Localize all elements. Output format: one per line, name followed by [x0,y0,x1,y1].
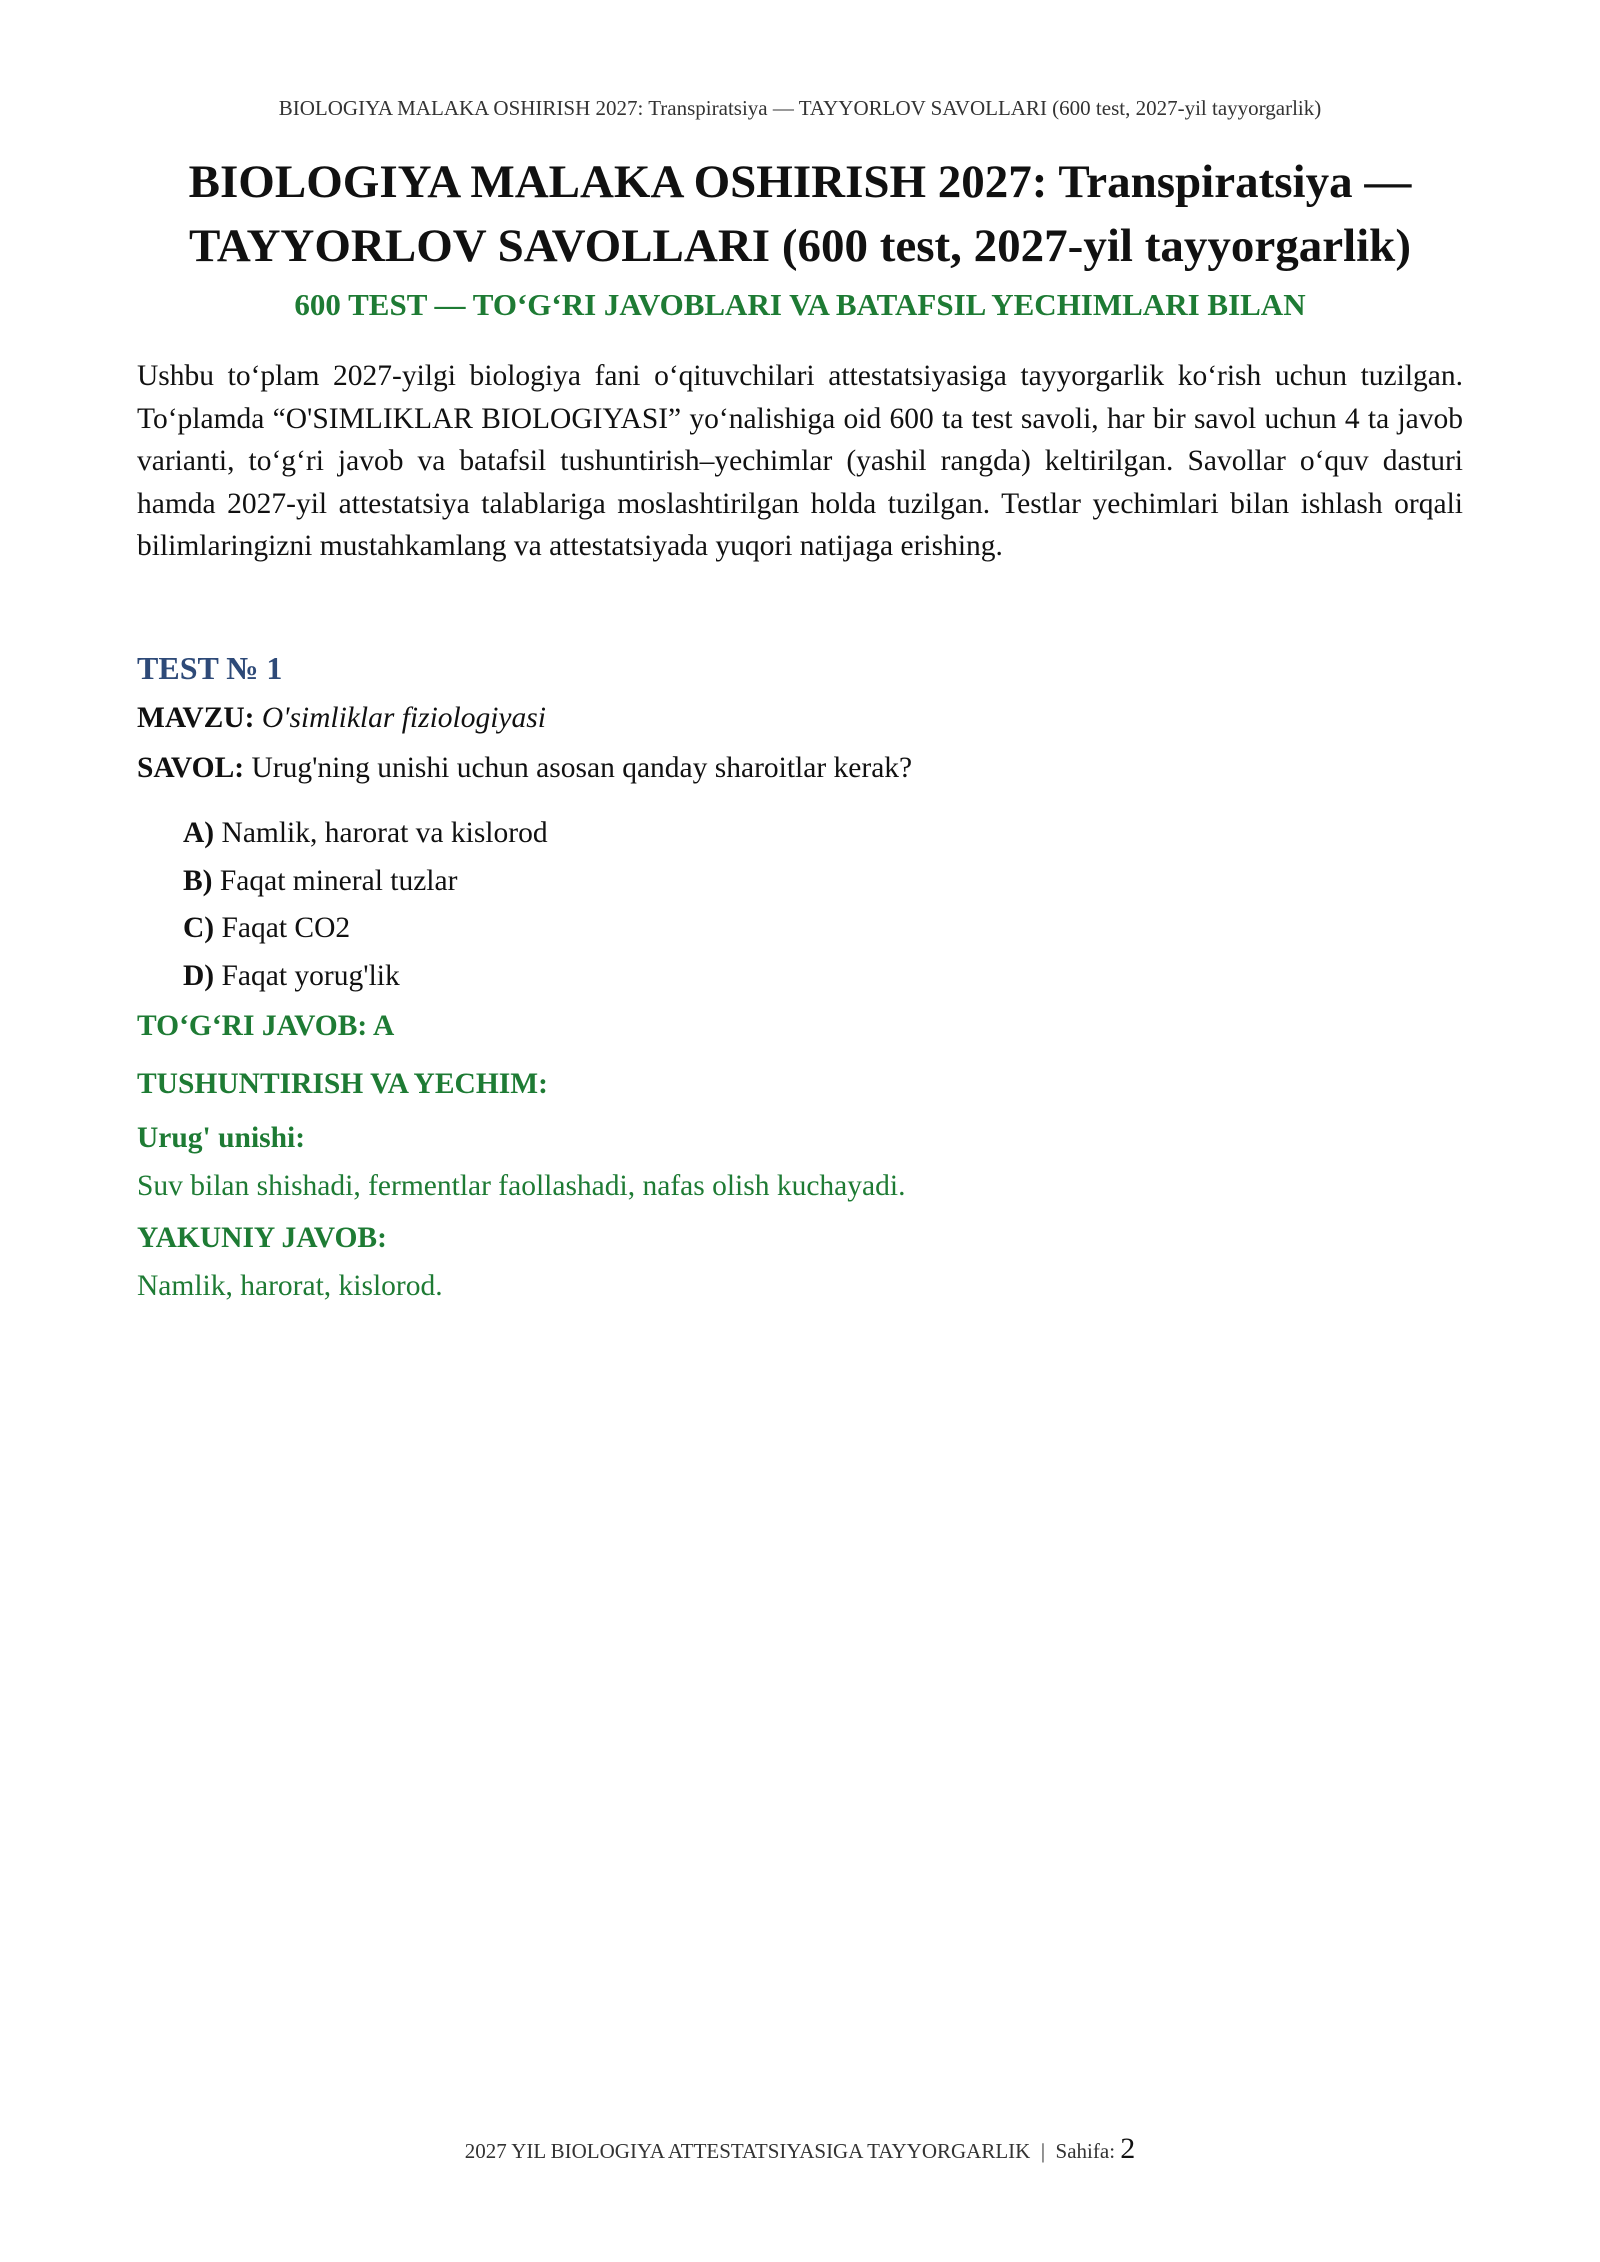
option-a [183,810,548,858]
topic-value: O'simliklar fiziologiyasi [261,702,546,734]
final-answer-heading: YAKUNIY JAVOB: [137,1222,387,1254]
explanation-subheading: Urug' unishi: [137,1122,306,1154]
answer-options [183,810,548,1000]
document-title [120,150,1480,278]
option-letter: B) [183,864,213,897]
option-text: Faqat yorug'lik [221,959,400,992]
test-heading: TEST № 1 [137,650,283,686]
correct-answer: TO‘G‘RI JAVOB: A [137,1010,395,1042]
option-text: Namlik, harorat va kislorod [221,817,548,849]
footer-separator: | [1040,2139,1046,2163]
option-letter: C) [183,912,215,944]
explanation-text: Suv bilan shishadi, fermentlar faollashadi, nafas olish kuchayadi. [137,1170,906,1202]
title-line-1: BIOLOGIYA MALAKA OSHIRISH 2027: Transpiratsiya — [188,156,1412,208]
option-c [183,905,548,953]
page-footer [0,2132,1600,2166]
topic-label: MAVZU: [137,702,255,734]
option-letter: A) [183,817,215,849]
question-line [137,752,912,785]
question-text: Urug'ning unishi uchun asosan qanday sharoitlar kerak? [251,752,913,784]
page-label: Sahifa: [1055,2139,1116,2163]
final-answer-text: Namlik, harorat, kislorod. [137,1270,443,1302]
title-line-2: TAYYORLOV SAVOLLARI (600 test, 2027-yil tayyorgarlik) [189,220,1411,272]
option-b [183,858,548,906]
option-text: Faqat mineral tuzlar [219,864,458,897]
running-header: BIOLOGIYA MALAKA OSHIRISH 2027: Transpiratsiya — TAYYORLOV SAVOLLARI (600 test, 2027-yil tayyorgarlik) [278,96,1322,120]
explanation-heading: TUSHUNTIRISH VA YECHIM: [137,1068,548,1100]
page-number: 2 [1120,2132,1136,2165]
option-letter: D) [183,959,215,992]
topic-line [137,702,546,735]
footer-text: 2027 YIL BIOLOGIYA ATTESTATSIYASIGA TAYYORGARLIK [464,2139,1031,2163]
option-text: Faqat CO2 [221,912,351,944]
document-subtitle: 600 TEST — TO‘G‘RI JAVOBLARI VA BATAFSIL YECHIMLARI BILAN [294,287,1306,322]
intro-paragraph: Ushbu to‘plam 2027-yilgi biologiya fani o‘qituvchilari attestatsiyasiga tayyorgarlik ko‘rish uchun tuzilgan. To‘plamda “O'SIMLIKLAR BIOLOGIYASI” yo‘nalishiga oid 600 ta test savoli, har bir savol uchun 4 ta javob varianti, to‘g‘ri javob va batafsil tushuntirish–yechimlar (yashil rangda) keltirilgan. Savollar o‘quv dasturi hamda 2027-yil attestatsiya talablariga moslashtirilgan holda tuzilgan. Testlar yechimlari bilan ishlash orqali bilimlaringizni mustahkamlang va attestatsiyada yuqori natijaga erishing. [137,360,1463,562]
option-d [183,953,548,1001]
question-label: SAVOL: [137,752,245,784]
